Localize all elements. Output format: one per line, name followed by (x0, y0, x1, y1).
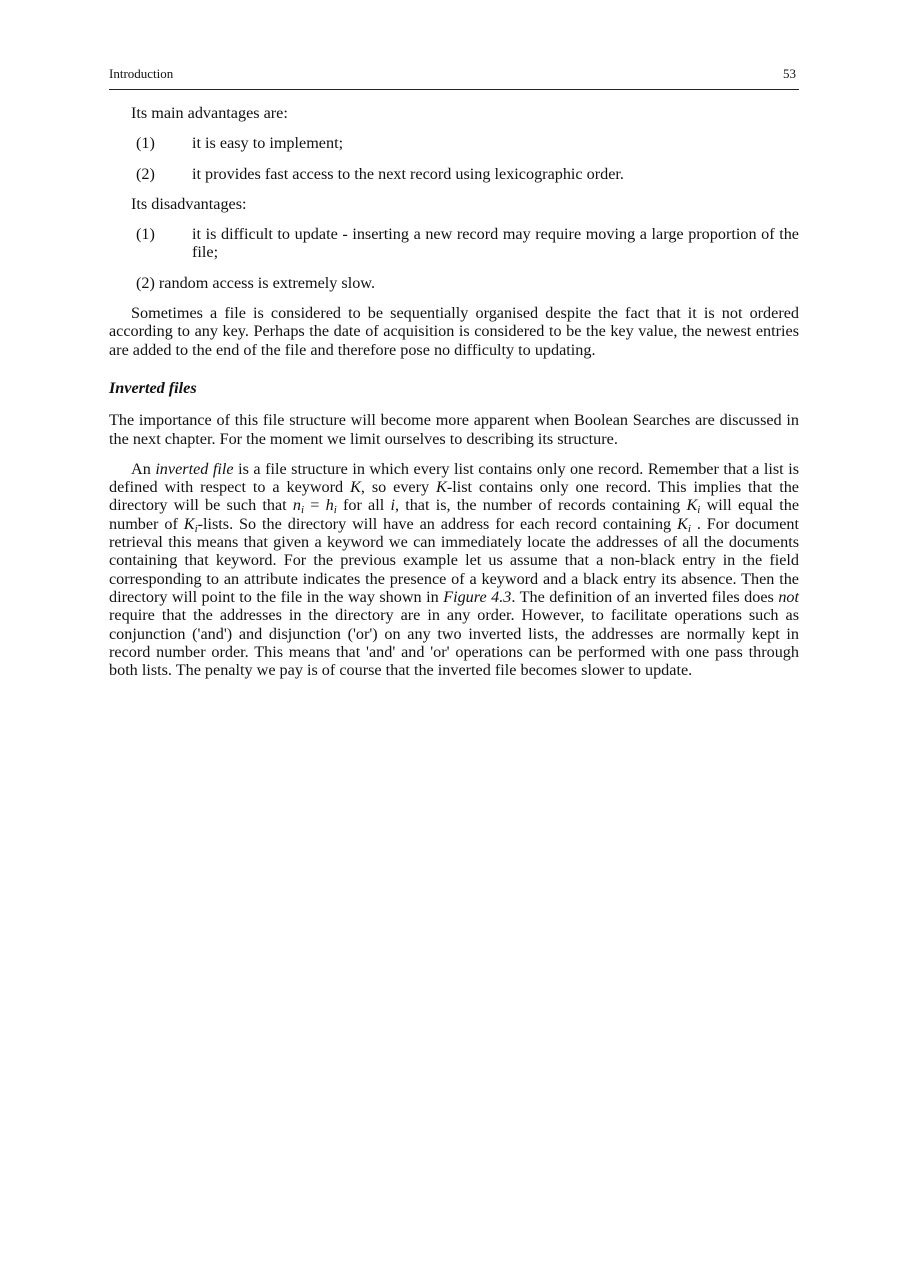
text-run: -lists. So the directory will have an address for each record containing (197, 514, 678, 533)
chapter-title: Introduction (109, 66, 174, 81)
math-var: i (390, 496, 395, 515)
list-text: random access is extremely slow. (158, 273, 375, 292)
header-rule (109, 89, 799, 90)
inverted-file-paragraph (109, 460, 799, 680)
advantages-intro: Its main advantages are: (131, 104, 288, 122)
emphasis-not: not (778, 587, 799, 606)
math-subscript: i (687, 522, 691, 535)
term-inverted-file: inverted file (155, 459, 234, 478)
disadvantages-intro: Its disadvantages: (131, 194, 247, 213)
advantage-item (136, 134, 799, 152)
math-subscript: i (300, 504, 305, 517)
disadvantage-item (136, 225, 799, 262)
text-run: -list contains only one record. This implies that the directory will be such that (109, 478, 799, 515)
list-number: (1) (136, 225, 155, 244)
advantage-item (136, 165, 799, 183)
math-var: h (325, 496, 334, 515)
disadvantage-item (136, 274, 799, 292)
list-number: (2) (136, 273, 155, 292)
importance-paragraph: The importance of this file structure will become more apparent when Boolean Searches are discussed in the next chapter. For the moment we limit ourselves to describing its structure. (109, 411, 799, 448)
list-number: (2) (136, 164, 155, 183)
page-body (109, 104, 799, 691)
math-var: K (686, 496, 698, 515)
text-run: , so every (360, 478, 437, 497)
figure-reference: Figure 4.3 (443, 587, 512, 606)
math-subscript: i (194, 522, 198, 535)
text-run: An (131, 459, 156, 478)
text-run: = (304, 496, 326, 515)
text-run: will equal the number of (109, 496, 800, 533)
math-var: K (183, 514, 195, 533)
text-run: . The definition of an inverted files does (511, 587, 779, 606)
math-var: K (677, 514, 688, 533)
running-header (109, 64, 799, 82)
list-text: it is easy to implement; (192, 134, 344, 153)
text-run: , that is, the number of records containing (394, 496, 687, 515)
list-text: it provides fast access to the next record using lexicographic order. (192, 164, 624, 183)
text-run: for all (336, 496, 391, 515)
math-var: K (436, 478, 447, 497)
text-run: is a file structure in which every list contains only one record. Remember that a list is defined with respect to a keyword (109, 459, 799, 497)
sequential-paragraph: Sometimes a file is considered to be sequentially organised despite the fact that it is not ordered according to any key. Perhaps the date of acquisition is considered to be the key value, the newest entries are added to the end of the file and therefore pose no difficulty to updating. (109, 304, 799, 359)
math-subscript: i (333, 504, 337, 517)
section-heading: Inverted files (109, 378, 197, 397)
page-number: 53 (783, 66, 796, 81)
math-var: K (350, 478, 361, 497)
list-text: it is difficult to update - inserting a new record may require moving a large proportion of the file; (192, 225, 799, 262)
text-run: . For document retrieval this means that given a keyword we can immediately locate the addresses of all the documents containing that keyword. For the previous example let us assume that a non-black entry in the field corresponding to an attribute indicates the presence of a keyword and a black entry its absence. Then the directory will point to the file in the way shown in (109, 514, 799, 606)
math-subscript: i (697, 504, 701, 517)
list-number: (1) (136, 134, 155, 153)
text-run: require that the addresses in the directory are in any order. However, to facilitate operations such as conjunction ('and') and disjunction ('or') on any two inverted lists, the addresses are normally kept in record number order. This means that 'and' and 'or' operations can be performed with one pass through both lists. The penalty we pay is of course that the inverted file becomes slower to update. (109, 606, 799, 680)
math-var: n (292, 496, 301, 515)
